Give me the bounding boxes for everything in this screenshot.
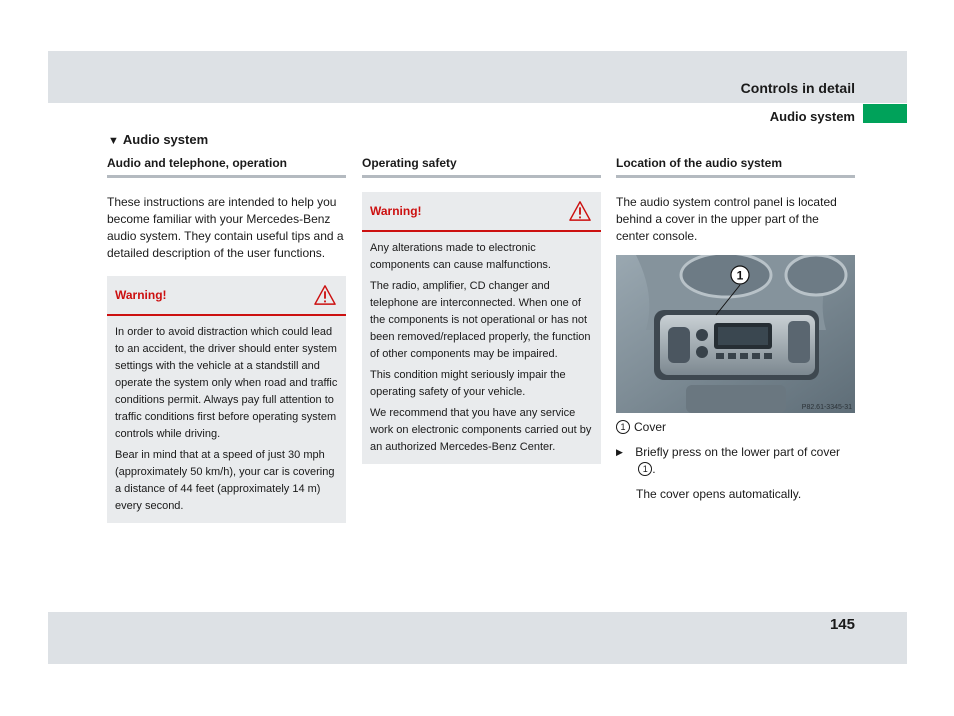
warning-label: Warning! <box>115 288 167 302</box>
column-operating-safety <box>362 156 601 464</box>
photo-legend <box>616 419 855 436</box>
intro-paragraph: The audio system control panel is located behind a cover in the upper part of the center console. <box>616 195 837 243</box>
step-number: 1 <box>638 462 652 476</box>
audio-system-photo <box>616 255 855 413</box>
warning-paragraph: Any alterations made to electronic components can cause malfunctions. <box>370 242 551 271</box>
step-text: Briefly press on the lower part of cover <box>635 445 840 459</box>
intro-paragraph: These instructions are intended to help you become familiar with your Mercedes-Benz audio system. They contain useful tips and a detailed description of the user functions. <box>107 195 344 260</box>
warning-body <box>107 316 346 523</box>
column-audio-telephone <box>107 156 346 523</box>
warning-triangle-icon <box>569 200 591 222</box>
warning-paragraph: This condition might seriously impair the operating safety of your vehicle. <box>370 369 566 398</box>
triangle-down-icon: ▼ <box>108 135 119 147</box>
warning-header <box>107 276 346 316</box>
chapter-title: Controls in detail <box>740 80 855 96</box>
legend-number: 1 <box>616 420 630 434</box>
column-heading: Audio and telephone, operation <box>107 156 346 178</box>
section-subtitle: Audio system <box>769 109 855 124</box>
step-end: . <box>652 462 656 476</box>
photo-reference-code: P82.61-3345-31 <box>801 404 852 411</box>
chapter-tab-marker <box>863 104 907 123</box>
photo-callout-number: 1 <box>736 268 744 283</box>
warning-triangle-icon <box>314 284 336 306</box>
center-console-illustration <box>616 255 855 413</box>
warning-box <box>107 276 346 523</box>
warning-header <box>362 192 601 232</box>
page-number: 145 <box>829 616 855 633</box>
warning-paragraph: Bear in mind that at a speed of just 30 mph (approximately 50 km/h), your car is covering a distance of 44 feet (approximately 14 m) every second. <box>115 449 335 512</box>
column-heading: Operating safety <box>362 156 601 178</box>
warning-paragraph: The radio, amplifier, CD changer and telephone are interconnected. When one of the components is not operational or has not been removed/replaced properly, the function of other components may be impaired. <box>370 280 591 360</box>
footer-band <box>48 612 907 664</box>
instruction-step <box>616 444 855 478</box>
arrow-right-icon: ▶ <box>616 447 623 457</box>
column-heading: Location of the audio system <box>616 156 855 178</box>
warning-paragraph: We recommend that you have any service work on electronic components carried out by an authorized Mercedes-Benz Center. <box>370 407 592 453</box>
warning-body <box>362 232 601 464</box>
warning-label: Warning! <box>370 204 422 218</box>
column-location <box>616 156 855 503</box>
legend-text: Cover <box>634 420 667 434</box>
step-result: The cover opens automatically. <box>636 487 802 501</box>
section-heading <box>108 132 208 147</box>
warning-box <box>362 192 601 464</box>
section-heading-text: Audio system <box>122 132 209 147</box>
step-text-wrapper <box>635 444 855 478</box>
warning-paragraph: In order to avoid distraction which could lead to an accident, the driver should enter system settings with the vehicle at a standstill and operate the system only when road and traffic conditions permit. Always pay full attention to traffic conditions first before operating system controls while driving. <box>115 326 338 440</box>
